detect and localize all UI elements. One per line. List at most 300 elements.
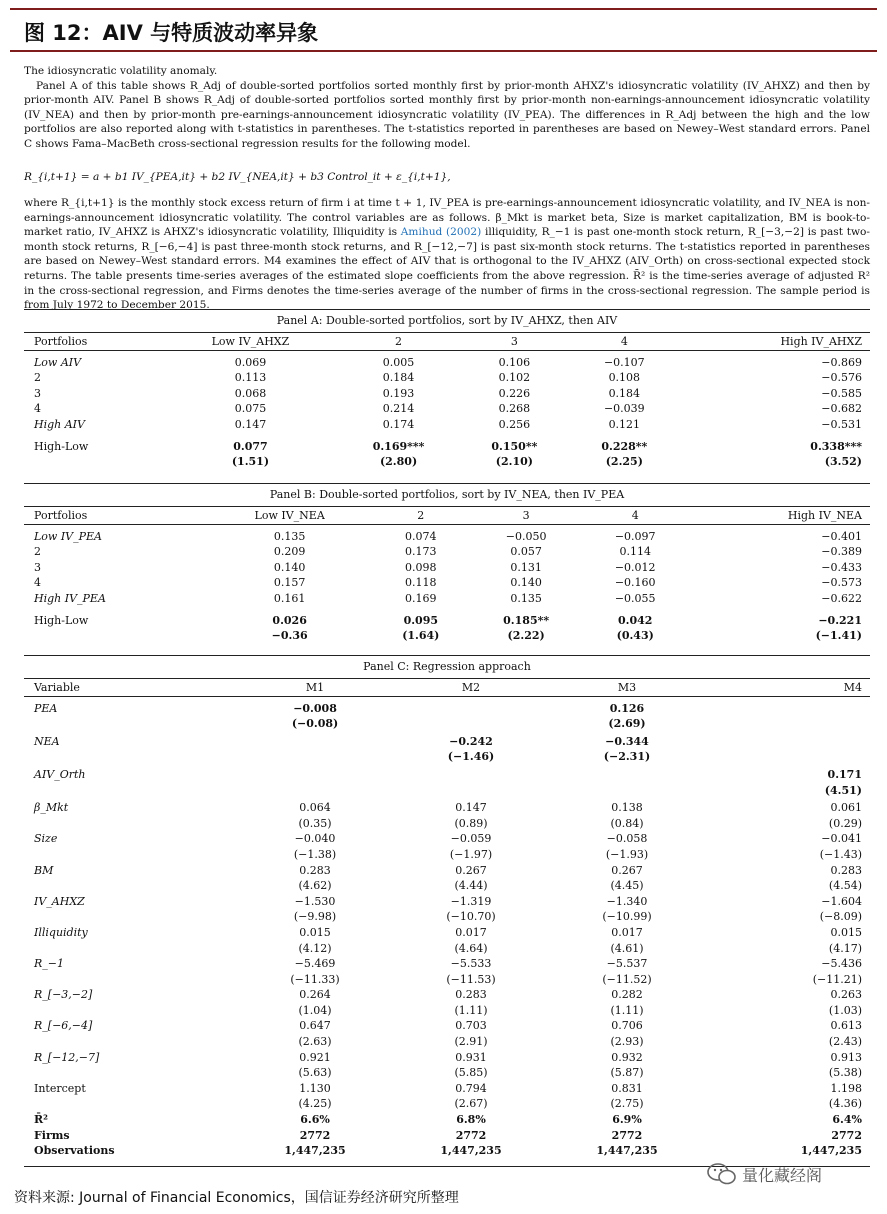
t-stat-row xyxy=(24,783,870,799)
t-stat-cell: (4.62) xyxy=(298,879,332,893)
t-stat-cell xyxy=(393,783,549,799)
table-row xyxy=(24,560,870,576)
coef-cell: −1.604 xyxy=(821,894,862,908)
table-cell: 0.157 xyxy=(273,576,306,590)
high-low-row xyxy=(24,613,870,629)
table-cell: 0.228** xyxy=(601,439,648,453)
coef-cell xyxy=(237,767,393,783)
table-cell: 6.4% xyxy=(832,1113,862,1127)
variable-label: BM xyxy=(34,863,54,877)
coef-cell xyxy=(705,701,870,717)
t-stat-cell xyxy=(705,716,870,732)
row-label: High IV_PEA xyxy=(34,591,106,605)
table-cell: 0.135 xyxy=(510,591,542,605)
table-cell: −0.012 xyxy=(614,560,656,574)
rule xyxy=(24,506,870,507)
table-cell: 0.121 xyxy=(608,417,641,431)
coef-cell: 0.932 xyxy=(611,1050,643,1064)
coef-cell: 0.794 xyxy=(455,1081,487,1095)
coef-cell xyxy=(393,701,549,717)
row-label: 3 xyxy=(34,386,41,400)
table-cell: 0.169 xyxy=(405,591,437,605)
t-stat-cell: (1.11) xyxy=(610,1003,644,1017)
coef-cell: 0.147 xyxy=(455,801,487,815)
table-cell: 0.256 xyxy=(498,417,531,431)
t-stat-cell: (2.63) xyxy=(298,1035,332,1049)
table-cell: 1,447,235 xyxy=(596,1144,658,1158)
t-stat-cell: (2.69) xyxy=(608,717,646,731)
watermark-text: 量化藏经阁 xyxy=(742,1166,823,1185)
t-stat-cell: (−1.97) xyxy=(449,847,493,861)
summary-row xyxy=(24,1128,870,1144)
t-stat-cell: (5.38) xyxy=(828,1066,862,1080)
row-label: Observations xyxy=(34,1144,115,1158)
t-stat-cell: (0.35) xyxy=(298,816,332,830)
table-cell: 6.9% xyxy=(612,1113,642,1127)
table-cell: 0.068 xyxy=(234,386,267,400)
table-cell: −0.097 xyxy=(614,529,656,543)
coef-cell: 0.126 xyxy=(609,701,645,715)
table-cell: −0.160 xyxy=(614,576,656,590)
t-stat-cell: (5.87) xyxy=(610,1066,644,1080)
t-stat-cell: (1.51) xyxy=(231,455,270,469)
column-header: 2 xyxy=(417,509,425,522)
table-cell: 1,447,235 xyxy=(440,1144,502,1158)
panel-a-table xyxy=(24,334,870,470)
t-stat-cell xyxy=(705,749,870,765)
coef-row xyxy=(24,734,870,750)
t-stat-cell: (0.29) xyxy=(828,816,862,830)
column-header: Variable xyxy=(34,681,80,694)
t-stat-cell: (2.80) xyxy=(379,455,418,469)
table-row xyxy=(24,591,870,607)
table-cell: 0.140 xyxy=(510,576,542,590)
t-stat-cell xyxy=(393,716,549,732)
row-label: 4 xyxy=(34,576,41,590)
variable-label: Size xyxy=(34,832,58,846)
t-stat-row xyxy=(24,1034,870,1050)
t-stat-cell: (1.64) xyxy=(402,629,440,643)
t-stat-cell: (−8.09) xyxy=(819,910,862,924)
column-header: Portfolios xyxy=(34,509,88,522)
table-cell: 0.095 xyxy=(403,613,439,627)
table-cell: 1,447,235 xyxy=(284,1144,346,1158)
t-stat-cell: (3.52) xyxy=(824,455,862,469)
table-cell: 0.147 xyxy=(234,417,267,431)
t-stat-cell: (−1.46) xyxy=(447,750,495,764)
coef-cell: −0.008 xyxy=(293,701,337,715)
variable-label: IV_AHXZ xyxy=(34,894,85,908)
t-stat-cell: (4.12) xyxy=(298,941,332,955)
table-cell: 0.026 xyxy=(272,613,307,627)
rule xyxy=(24,483,870,484)
t-stat-cell xyxy=(237,749,393,765)
table-cell: 0.185** xyxy=(503,613,550,627)
caption-heading: The idiosyncratic volatility anomaly. xyxy=(24,65,218,77)
coef-cell: −0.344 xyxy=(605,734,649,748)
t-stat-cell: (4.36) xyxy=(828,1097,862,1111)
t-stat-cell: (1.03) xyxy=(828,1003,862,1017)
row-label: High-Low xyxy=(34,439,89,453)
caption-text-a: where R_{i,t+1} is the monthly stock excess return of firm i at time t + 1, IV_PEA is pre-earnings-announcement idiosyncratic volatility, and IV_NEA is non-earnings-announcement idiosyncratic volatility. The control variables are as follows. β_Mkt is market beta, Size is market capitalization, BM is book-to-market ratio, IV_AHXZ is AHXZ's idiosyncratic volatility, Illiquidity is xyxy=(24,197,870,239)
t-stat-row xyxy=(24,628,870,644)
coef-cell: −0.058 xyxy=(606,832,648,846)
table-cell: 6.8% xyxy=(456,1113,486,1127)
coef-cell: 0.706 xyxy=(611,1019,643,1033)
t-stat-cell: (1.11) xyxy=(454,1003,488,1017)
table-cell: 0.135 xyxy=(273,529,306,543)
coef-cell: 0.282 xyxy=(611,988,643,1002)
row-label: 2 xyxy=(34,545,41,559)
coef-row xyxy=(24,1050,870,1066)
table-cell: 0.161 xyxy=(273,591,306,605)
table-cell: 0.098 xyxy=(405,560,437,574)
row-label: High AIV xyxy=(34,417,85,431)
table-cell: 0.108 xyxy=(608,371,641,385)
column-header: 3 xyxy=(522,509,530,522)
column-header: 4 xyxy=(631,509,639,522)
table-row xyxy=(24,529,870,545)
table-cell: −0.531 xyxy=(821,417,862,431)
header-row xyxy=(24,680,870,696)
summary-row xyxy=(24,1112,870,1128)
table-cell: 0.074 xyxy=(405,529,437,543)
column-header: 4 xyxy=(620,335,628,348)
table-cell: 0.150** xyxy=(491,439,538,453)
t-stat-cell: (2.67) xyxy=(454,1097,488,1111)
coef-cell: 0.831 xyxy=(611,1081,643,1095)
caption-text: Panel A of this table shows R_Adj of double-sorted portfolios sorted monthly first by prior-month AHXZ's idiosyncratic volatility (IV_AHXZ) and then by prior-month AIV. Panel B shows R_Adj of double-sorted portfolios sorted monthly first by prior-month non-earnings-announcement idiosyncratic volatility (IV_NEA) and then by prior-month pre-earnings-announcement idiosyncratic volatility (IV_PEA). The differences in R_Adj between the high and the low portfolios are also reported along with t-statistics in parentheses. The t-statistics reported in parentheses are based on Newey–West standard errors. Panel C shows Fama–MacBeth cross-sectional regression results for the following model. xyxy=(24,79,870,150)
coef-row xyxy=(24,956,870,972)
table-cell: 0.057 xyxy=(510,545,542,559)
t-stat-cell: (1.04) xyxy=(298,1003,332,1017)
summary-row xyxy=(24,1143,870,1159)
table-cell: 6.6% xyxy=(300,1113,330,1127)
table-row xyxy=(24,355,870,371)
t-stat-cell: (−11.33) xyxy=(290,972,340,986)
caption-paragraph-1 xyxy=(24,64,870,152)
coef-cell: 0.015 xyxy=(299,925,331,939)
coef-cell: 0.913 xyxy=(830,1050,862,1064)
column-header: 2 xyxy=(395,335,403,348)
table-cell: −0.050 xyxy=(505,529,547,543)
table-cell: 2772 xyxy=(831,1128,862,1142)
table-cell: 0.140 xyxy=(273,560,306,574)
coef-row xyxy=(24,863,870,879)
t-stat-cell: (4.44) xyxy=(454,879,488,893)
table-cell: −0.055 xyxy=(614,591,656,605)
coef-cell: 0.017 xyxy=(455,925,487,939)
coef-cell xyxy=(549,767,705,783)
t-stat-cell: (4.61) xyxy=(610,941,644,955)
table-cell: 0.106 xyxy=(498,355,531,369)
coef-row xyxy=(24,1081,870,1097)
t-stat-cell: (−11.53) xyxy=(446,972,496,986)
table-cell: −0.389 xyxy=(821,545,862,559)
t-stat-row xyxy=(24,454,870,470)
table-cell: 0.338*** xyxy=(810,439,862,453)
table-cell: 0.118 xyxy=(405,576,437,590)
row-label: R̄² xyxy=(34,1113,48,1127)
coef-cell: 0.171 xyxy=(827,767,862,781)
coef-cell: 0.263 xyxy=(830,988,862,1002)
coef-cell: −0.242 xyxy=(449,734,493,748)
table-cell: 0.184 xyxy=(382,371,415,385)
table-cell: −0.107 xyxy=(603,355,645,369)
coef-cell xyxy=(237,734,393,750)
table-row xyxy=(24,401,870,417)
caption-paragraph-2 xyxy=(24,196,870,313)
t-stat-row xyxy=(24,749,870,765)
row-label: Low IV_PEA xyxy=(34,529,103,543)
table-cell: 0.069 xyxy=(234,355,267,369)
panel-a-title: Panel A: Double-sorted portfolios, sort by IV_AHXZ, then AIV xyxy=(276,314,618,327)
table-cell: −0.221 xyxy=(818,613,862,627)
t-stat-cell: (2.93) xyxy=(610,1035,644,1049)
t-stat-cell: (4.17) xyxy=(828,941,862,955)
coef-cell: 0.064 xyxy=(299,801,331,815)
variable-label: Intercept xyxy=(34,1081,86,1095)
header-row xyxy=(24,334,870,350)
figure-title: 图 12：AIV 与特质波动率异象 xyxy=(24,21,319,45)
t-stat-cell: (2.91) xyxy=(454,1035,488,1049)
t-stat-cell: (0.84) xyxy=(610,816,644,830)
variable-label: NEA xyxy=(34,734,60,748)
coef-cell: 0.283 xyxy=(830,863,862,877)
column-header: M2 xyxy=(461,681,481,694)
table-cell: −0.576 xyxy=(821,371,862,385)
t-stat-cell: (2.75) xyxy=(610,1097,644,1111)
table-cell: −0.433 xyxy=(821,560,862,574)
table-cell: −0.573 xyxy=(821,576,862,590)
table-cell: −0.869 xyxy=(821,355,862,369)
column-header: Low IV_AHXZ xyxy=(211,335,290,348)
coef-cell: 0.931 xyxy=(455,1050,487,1064)
coef-row xyxy=(24,987,870,1003)
t-stat-cell xyxy=(24,628,207,644)
row-label: Low AIV xyxy=(34,355,82,369)
table-cell: −0.682 xyxy=(821,402,862,416)
t-stat-cell: (−1.93) xyxy=(605,847,649,861)
coef-row xyxy=(24,767,870,783)
t-stat-row xyxy=(24,816,870,832)
table-row xyxy=(24,417,870,433)
t-stat-cell: (−1.43) xyxy=(819,847,862,861)
rule xyxy=(24,309,870,310)
amihud-citation-link[interactable]: Amihud (2002) xyxy=(400,226,482,239)
table-cell: 0.075 xyxy=(234,402,267,416)
coef-cell: −5.537 xyxy=(606,957,648,971)
caption-text-b: illiquidity, R_−1 is past one-month stock return, R_[−3,−2] is past two-month stock returns, R_[−6,−4] is past three-month stock returns, and R_[−12,−7] is past six-month stock returns. The t-statistics reported in parentheses are based on Newey–West standard errors. M4 examines the effect of AIV that is orthogonal to the IV_AHXZ (AIV_Orth) on cross-sectional expected stock returns. The table presents time-series averages of the estimated slope coefficients from the above regression. R̄² is the time-series average of adjusted R² in the cross-sectional regression, and Firms denotes the time-series average of the number of firms in the cross-sectional regression. The sample period is from July 1972 to December 2015. xyxy=(24,226,870,312)
coef-cell: 0.017 xyxy=(611,925,643,939)
table-cell: 0.173 xyxy=(405,545,437,559)
table-cell: 2772 xyxy=(455,1128,487,1142)
column-header: 3 xyxy=(510,335,518,348)
table-cell: 0.114 xyxy=(619,545,651,559)
table-row xyxy=(24,386,870,402)
header-row xyxy=(24,508,870,524)
table-cell: 0.005 xyxy=(382,355,415,369)
t-stat-cell: (4.64) xyxy=(454,941,488,955)
coef-cell: −5.436 xyxy=(821,957,862,971)
variable-label: R_[−12,−7] xyxy=(34,1050,100,1064)
panel-b-title: Panel B: Double-sorted portfolios, sort by IV_NEA, then IV_PEA xyxy=(269,488,625,501)
t-stat-cell: (4.25) xyxy=(298,1097,332,1111)
row-label: 4 xyxy=(34,402,41,416)
rule xyxy=(24,655,870,656)
column-header: M3 xyxy=(617,681,637,694)
variable-label: AIV_Orth xyxy=(34,767,86,781)
coef-row xyxy=(24,800,870,816)
t-stat-row xyxy=(24,716,870,732)
t-stat-cell: (2.43) xyxy=(828,1035,862,1049)
coef-cell xyxy=(393,767,549,783)
coef-cell: −0.041 xyxy=(821,832,862,846)
panel-c-table xyxy=(24,680,870,1159)
variable-label: R_−1 xyxy=(34,957,64,971)
table-cell: 0.102 xyxy=(498,371,531,385)
column-header: High IV_NEA xyxy=(787,509,862,522)
t-stat-cell: (−1.41) xyxy=(815,629,862,643)
t-stat-cell xyxy=(237,783,393,799)
t-stat-row xyxy=(24,941,870,957)
table-cell: 0.214 xyxy=(382,402,415,416)
t-stat-cell: (0.43) xyxy=(616,629,654,643)
panel-b-table xyxy=(24,508,870,644)
coef-cell: 0.015 xyxy=(830,925,862,939)
t-stat-cell: −0.36 xyxy=(271,629,308,643)
table-cell: 0.226 xyxy=(498,386,531,400)
table-row xyxy=(24,544,870,560)
coef-cell: 0.613 xyxy=(830,1019,862,1033)
coef-cell: 0.138 xyxy=(611,801,643,815)
table-cell: −0.039 xyxy=(603,402,645,416)
table-cell: 0.131 xyxy=(510,560,542,574)
coef-cell: −1.340 xyxy=(606,894,648,908)
coef-cell: 0.921 xyxy=(299,1050,331,1064)
panel-c-title: Panel C: Regression approach xyxy=(363,660,531,673)
t-stat-cell: (2.25) xyxy=(605,455,643,469)
t-stat-cell: (4.54) xyxy=(828,879,862,893)
coef-cell: 1.198 xyxy=(830,1081,862,1095)
t-stat-row xyxy=(24,847,870,863)
column-header: Portfolios xyxy=(34,335,88,348)
variable-label: PEA xyxy=(34,701,58,715)
coef-cell: 0.061 xyxy=(830,801,862,815)
column-header: High IV_AHXZ xyxy=(780,335,862,348)
table-cell: 0.174 xyxy=(382,417,415,431)
t-stat-cell xyxy=(549,783,705,799)
coef-cell: −0.040 xyxy=(294,832,336,846)
t-stat-row xyxy=(24,1065,870,1081)
column-header: M1 xyxy=(305,681,325,694)
column-header: Low IV_NEA xyxy=(254,509,325,522)
coef-cell: 0.703 xyxy=(455,1019,487,1033)
t-stat-row xyxy=(24,1003,870,1019)
wechat-icon xyxy=(706,1162,738,1186)
coef-row xyxy=(24,1018,870,1034)
t-stat-cell: (2.22) xyxy=(507,629,545,643)
t-stat-cell: (−1.38) xyxy=(293,847,337,861)
t-stat-cell: (−11.21) xyxy=(812,972,862,986)
t-stat-cell: (4.45) xyxy=(610,879,644,893)
t-stat-row xyxy=(24,878,870,894)
t-stat-row xyxy=(24,1096,870,1112)
row-label: High-Low xyxy=(34,613,89,627)
figure-title-bar xyxy=(10,8,877,52)
watermark xyxy=(706,1160,866,1188)
source-note: 资料来源: Journal of Financial Economics，国信证券经济研究所整理 xyxy=(14,1190,459,1206)
column-header: M4 xyxy=(843,681,862,694)
table-cell: 0.193 xyxy=(382,386,415,400)
t-stat-cell: (−10.70) xyxy=(446,910,496,924)
coef-cell: 0.283 xyxy=(299,863,331,877)
variable-label: R_[−3,−2] xyxy=(34,988,93,1002)
table-cell: 0.169*** xyxy=(372,439,425,453)
coef-cell: −5.533 xyxy=(450,957,492,971)
table-cell: −0.401 xyxy=(821,529,862,543)
coef-cell: 0.647 xyxy=(299,1019,331,1033)
t-stat-cell: (2.10) xyxy=(495,455,533,469)
table-cell: 2772 xyxy=(299,1128,331,1142)
coef-cell: −5.469 xyxy=(294,957,336,971)
variable-label: Illiquidity xyxy=(34,925,88,939)
t-stat-cell: (−2.31) xyxy=(603,750,651,764)
coef-cell: 0.267 xyxy=(611,863,643,877)
coef-cell: 1.130 xyxy=(299,1081,331,1095)
coef-row xyxy=(24,925,870,941)
coef-row xyxy=(24,701,870,717)
t-stat-cell: (5.63) xyxy=(298,1066,332,1080)
table-cell: 0.077 xyxy=(233,439,268,453)
rule xyxy=(24,678,870,679)
coef-cell: 0.264 xyxy=(299,988,331,1002)
row-label: 2 xyxy=(34,371,41,385)
t-stat-cell: (−9.98) xyxy=(293,910,337,924)
table-cell: 2772 xyxy=(611,1128,643,1142)
rule xyxy=(24,332,870,333)
coef-row xyxy=(24,894,870,910)
t-stat-cell: (−0.08) xyxy=(291,717,339,731)
table-cell: −0.585 xyxy=(821,386,862,400)
coef-cell: −0.059 xyxy=(450,832,492,846)
table-cell: 1,447,235 xyxy=(800,1144,862,1158)
t-stat-cell xyxy=(24,454,163,470)
row-label: 3 xyxy=(34,560,41,574)
variable-label: β_Mkt xyxy=(34,801,69,815)
t-stat-row xyxy=(24,972,870,988)
table-cell: −0.622 xyxy=(821,591,862,605)
row-label: Firms xyxy=(34,1128,70,1142)
t-stat-row xyxy=(24,909,870,925)
t-stat-cell: (5.85) xyxy=(454,1066,488,1080)
coef-cell xyxy=(705,734,870,750)
table-cell: 0.113 xyxy=(234,371,267,385)
table-cell: 0.268 xyxy=(498,402,531,416)
t-stat-cell: (−11.52) xyxy=(602,972,652,986)
coef-cell: 0.283 xyxy=(455,988,487,1002)
t-stat-cell: (0.89) xyxy=(454,816,488,830)
table-cell: 0.209 xyxy=(273,545,306,559)
table-row xyxy=(24,370,870,386)
coef-cell: −1.319 xyxy=(450,894,492,908)
high-low-row xyxy=(24,439,870,455)
variable-label: R_[−6,−4] xyxy=(34,1019,93,1033)
model-equation: R_{i,t+1} = a + b1 IV_{PEA,it} + b2 IV_{NEA,it} + b3 Control_it + ε_{i,t+1}, xyxy=(24,171,451,183)
coef-cell: −1.530 xyxy=(294,894,336,908)
table-cell: 0.184 xyxy=(608,386,641,400)
t-stat-cell: (−10.99) xyxy=(602,910,652,924)
